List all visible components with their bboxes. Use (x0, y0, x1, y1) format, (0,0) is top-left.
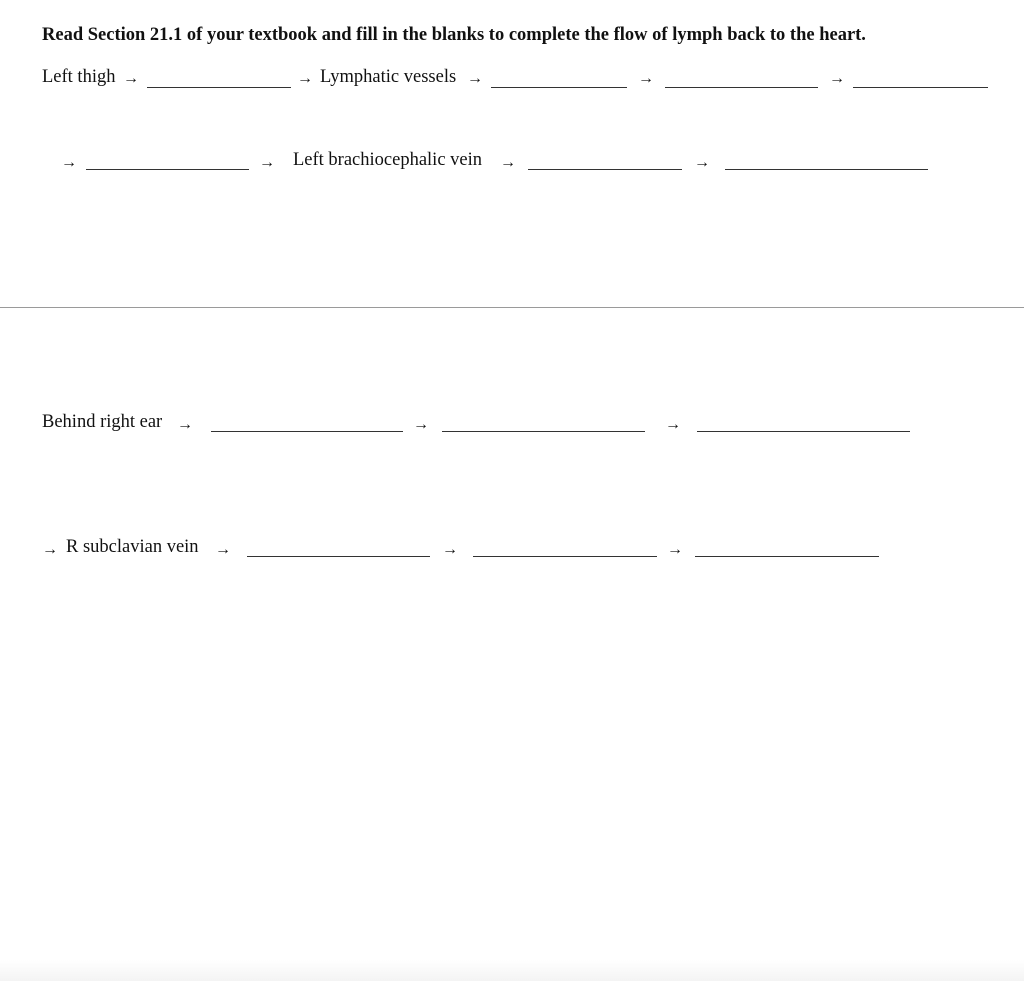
answer-blank-p2-4[interactable] (247, 556, 430, 557)
arrow-icon: → (177, 416, 193, 433)
answer-blank-p2-5[interactable] (473, 556, 657, 557)
answer-blank-p1-1[interactable] (147, 87, 291, 88)
arrow-icon: → (667, 541, 683, 558)
answer-blank-p2-6[interactable] (695, 556, 879, 557)
arrow-icon: → (61, 154, 77, 171)
arrow-icon: → (829, 70, 845, 87)
section-divider (0, 307, 1024, 308)
label-r-subclavian-vein: R subclavian vein (66, 537, 199, 557)
arrow-icon: → (413, 416, 429, 433)
answer-blank-p2-1[interactable] (211, 431, 403, 432)
arrow-icon: → (215, 541, 231, 558)
answer-blank-p2-3[interactable] (697, 431, 910, 432)
answer-blank-p1-3[interactable] (665, 87, 818, 88)
start-behind-right-ear: Behind right ear (42, 412, 163, 432)
page-bottom-shade (0, 960, 1024, 981)
arrow-icon: → (297, 70, 313, 87)
answer-blank-p1-2[interactable] (491, 87, 627, 88)
arrow-icon: → (442, 541, 458, 558)
answer-blank-p2-2[interactable] (442, 431, 645, 432)
answer-blank-p1-6[interactable] (528, 169, 682, 170)
arrow-icon: → (500, 154, 516, 171)
arrow-icon: → (259, 154, 275, 171)
arrow-icon: → (42, 541, 58, 558)
arrow-icon: → (694, 154, 710, 171)
arrow-icon: → (665, 416, 681, 433)
arrow-icon: → (638, 70, 654, 87)
label-left-brachiocephalic-vein: Left brachiocephalic vein (293, 150, 483, 170)
answer-blank-p1-4[interactable] (853, 87, 988, 88)
label-lymphatic-vessels: Lymphatic vessels (320, 67, 457, 87)
arrow-icon: → (123, 70, 139, 87)
arrow-icon: → (467, 70, 483, 87)
answer-blank-p1-7[interactable] (725, 169, 928, 170)
answer-blank-p1-5[interactable] (86, 169, 249, 170)
start-left-thigh: Left thigh (42, 67, 116, 87)
instruction-heading: Read Section 21.1 of your textbook and fill in the blanks to complete the flow of lymph back to the heart. (42, 25, 866, 45)
